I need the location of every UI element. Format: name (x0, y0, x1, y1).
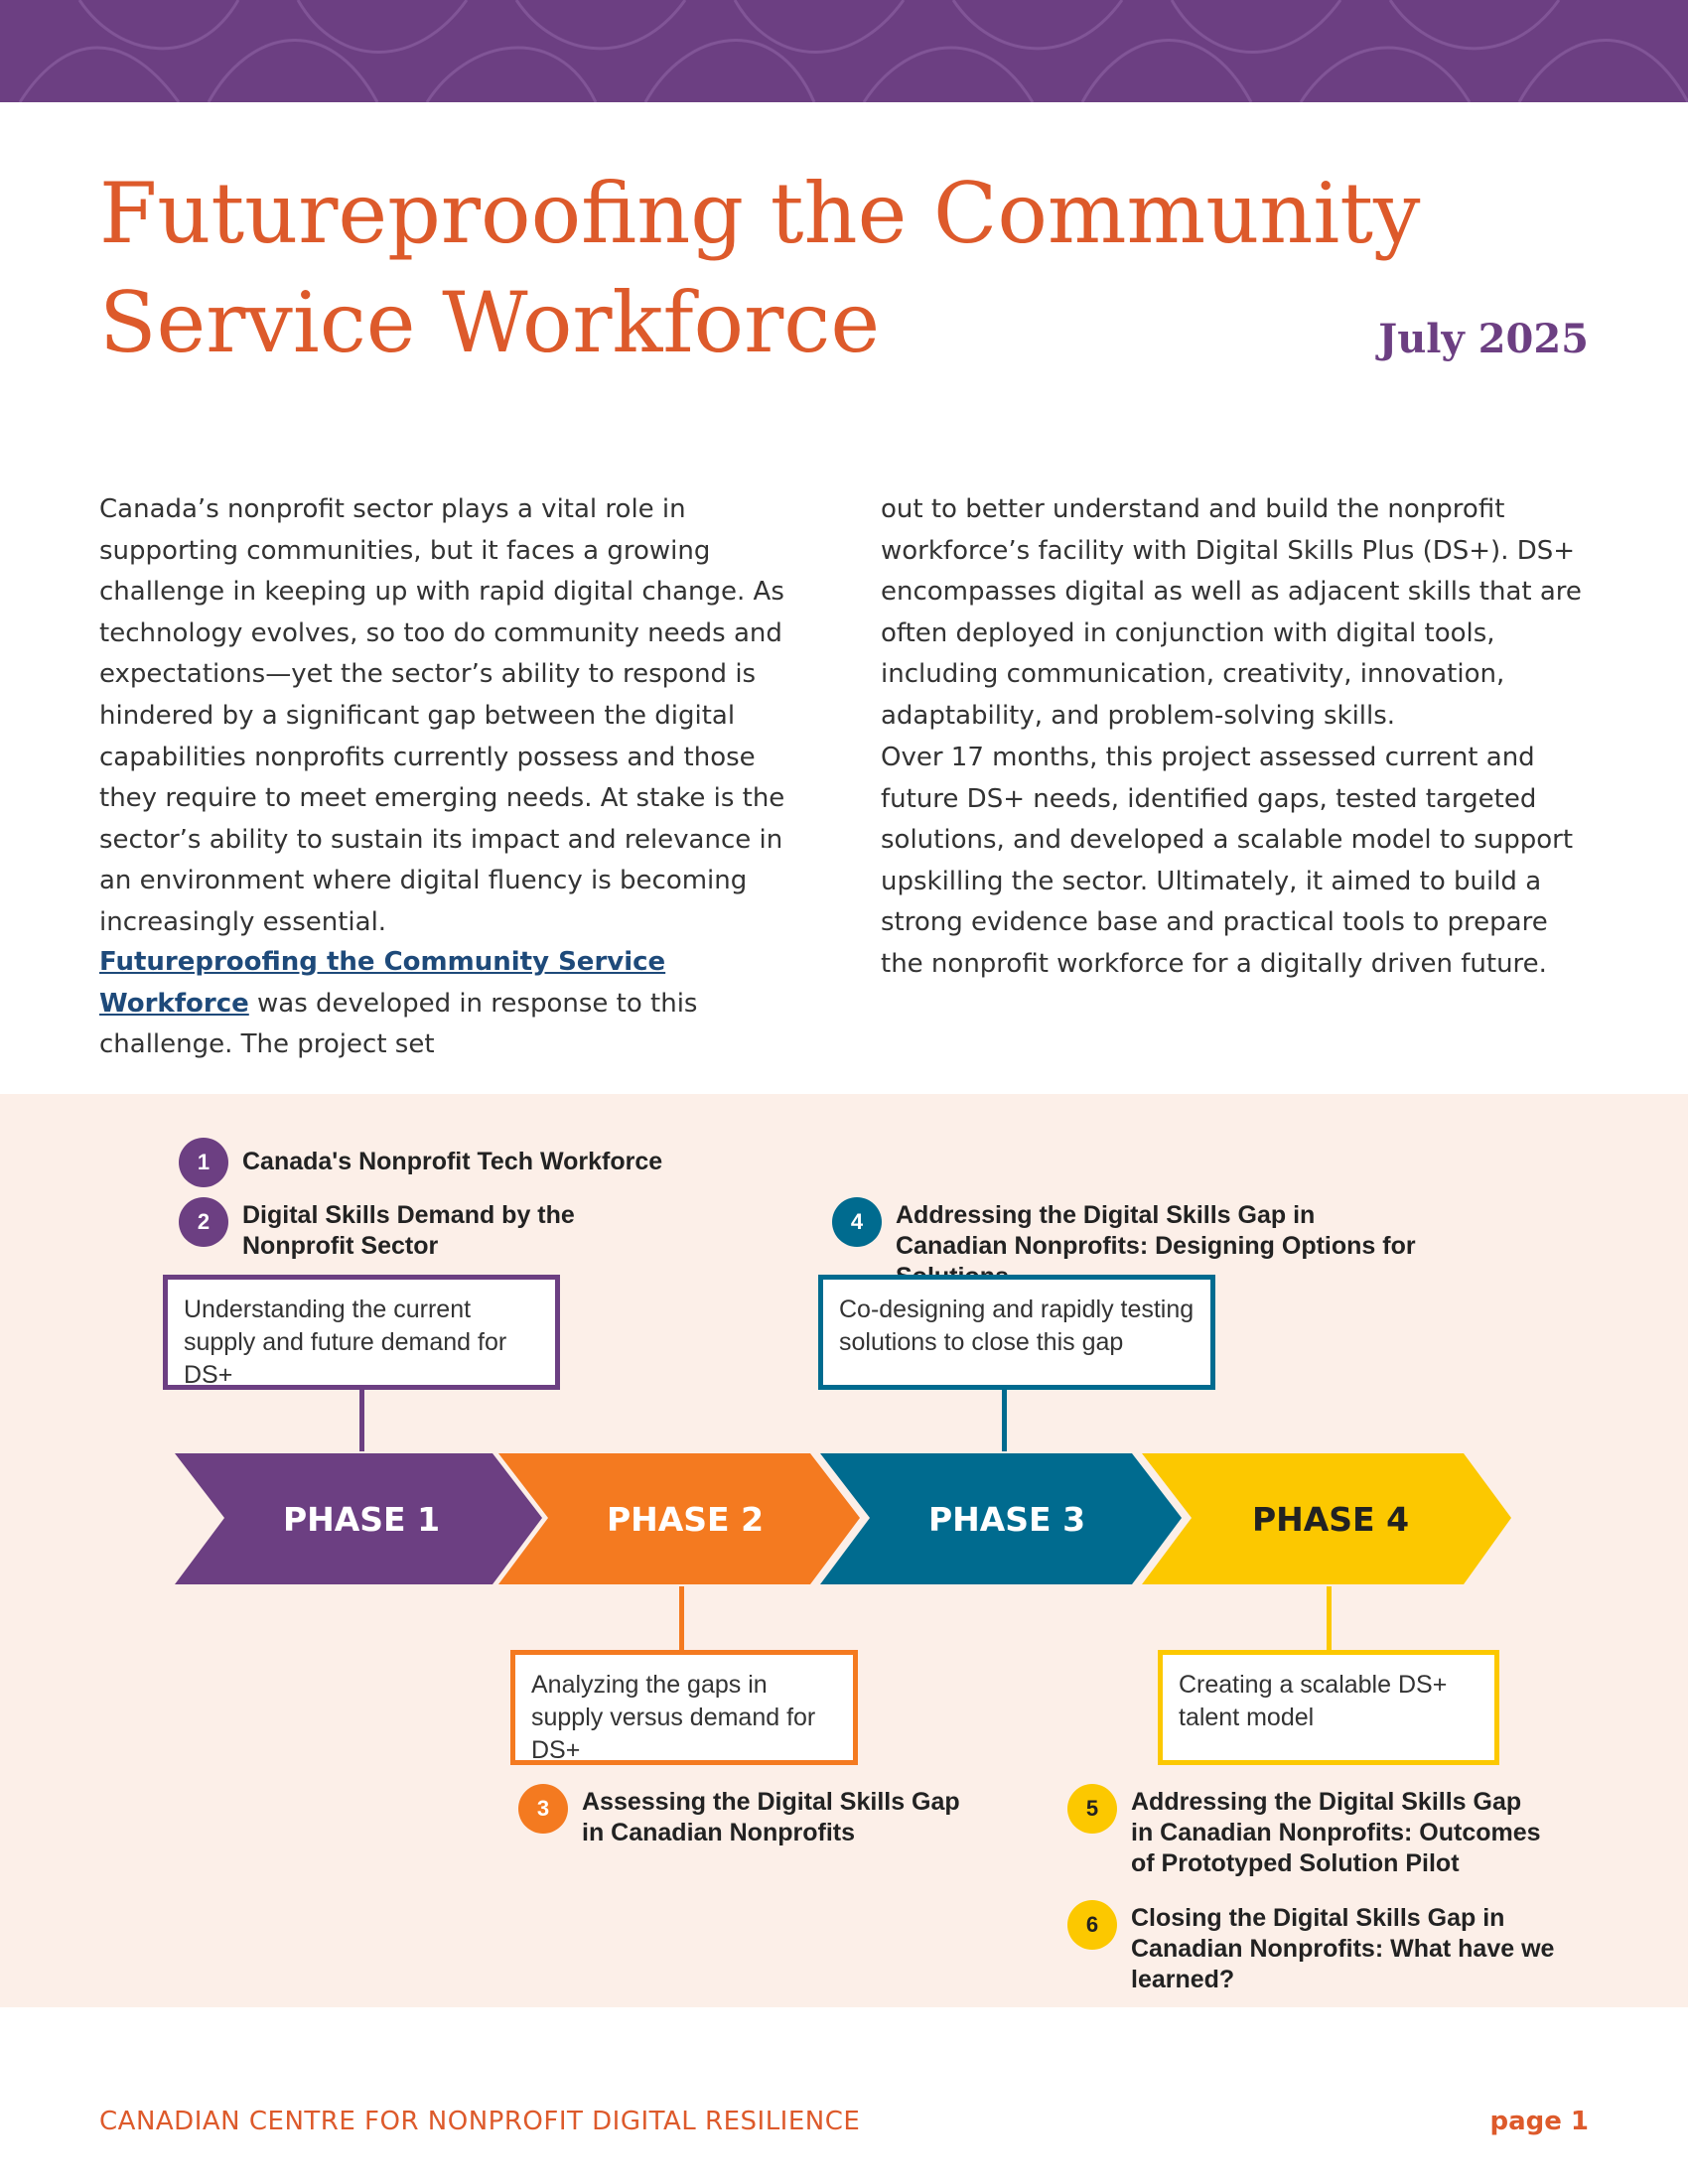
intro-paragraph-3: out to better understand and build the nonprofit workforce’s facility with Digital Skills Plus (DS+). DS+ encompasses digital as well as adjacent skills that are often deployed in conjunction with digital tools, including communication, creativity, innovation, adaptability, and problem-solving skills. (881, 494, 1582, 731)
intro-paragraph-2 (99, 942, 814, 1066)
publication-title-3: Assessing the Digital Skills Gap in Canadian Nonprofits (582, 1788, 960, 1846)
publication-number-4: 4 (832, 1197, 882, 1247)
publication-title-5: Addressing the Digital Skills Gap in Canadian Nonprofits: Outcomes of Prototyped Solution Pilot (1131, 1788, 1541, 1877)
phase-4-label: PHASE 4 (1251, 1500, 1410, 1539)
publication-title-6: Closing the Digital Skills Gap in Canadian Nonprofits: What have we learned? (1131, 1904, 1555, 1993)
intro-paragraph-2-rest: was developed in response to this challenge. The project set (99, 988, 698, 1060)
header-banner (0, 0, 1688, 102)
footer-organization: CANADIAN CENTRE FOR NONPROFIT DIGITAL RESILIENCE (99, 2107, 861, 2136)
phase-1-connector (359, 1390, 364, 1451)
publication-number-1: 1 (179, 1138, 228, 1187)
phase-3-connector (1002, 1390, 1007, 1451)
phase-3-label: PHASE 3 (927, 1500, 1086, 1539)
publication-title-2: Digital Skills Demand by the Nonprofit Sector (242, 1201, 575, 1260)
phase-1-description: Understanding the current supply and future demand for DS+ (163, 1275, 560, 1390)
phase-1-label: PHASE 1 (282, 1500, 441, 1539)
phase-4-description: Creating a scalable DS+ talent model (1158, 1650, 1499, 1765)
publication-2 (179, 1197, 616, 1262)
publication-number-5: 5 (1067, 1784, 1117, 1834)
phase-chevrons (0, 1449, 1688, 1588)
phase-2-description: Analyzing the gaps in supply versus demand for DS+ (510, 1650, 858, 1765)
phase-2-connector (679, 1586, 684, 1652)
publication-number-6: 6 (1067, 1900, 1117, 1950)
project-link[interactable]: Futureproofing the Community Service Workforce (99, 947, 666, 1019)
phase-2-label: PHASE 2 (606, 1500, 765, 1539)
page-title (99, 159, 1470, 377)
publication-3 (518, 1784, 995, 1848)
footer-page-number: page 1 (1489, 2107, 1589, 2136)
title-line-2: Service Workforce (99, 274, 881, 371)
publication-date: July 2025 (1378, 316, 1589, 362)
publication-6 (1067, 1900, 1623, 1995)
publication-number-2: 2 (179, 1197, 228, 1247)
leaf-pattern-decoration (0, 0, 1688, 102)
publication-title-4: Addressing the Digital Skills Gap in Canadian Nonprofits: Designing Options for (896, 1201, 1416, 1260)
publication-number-3: 3 (518, 1784, 568, 1834)
phase-4-connector (1327, 1586, 1332, 1652)
publication-title-1: Canada's Nonprofit Tech Workforce (242, 1148, 663, 1175)
publication-1 (179, 1138, 695, 1187)
phase-3-description: Co-designing and rapidly testing solutions to close this gap (818, 1275, 1215, 1390)
intro-paragraph-4: Over 17 months, this project assessed current and future DS+ needs, identified gaps, tested targeted solutions, and developed a scalable model to support upskilling the sector. Ultimately, it aimed to build a strong evidence base and practical tools to prepare the nonprofit workforce for a digitally driven future. (881, 743, 1574, 979)
title-line-1: Futureproofing the Community (99, 165, 1421, 262)
intro-paragraph-1: Canada’s nonprofit sector plays a vital role in supporting communities, but it faces a growing challenge in keeping up with rapid digital change. As technology evolves, so too do community needs and expectations—yet the sector’s ability to respond is hindered by a significant gap between the digital capabilities nonprofits currently possess and those they require to meet emerging needs. At stake is the sector’s ability to sustain its impact and relevance in an environment where digital fluency is becoming increasingly essential. (99, 494, 785, 937)
publication-5 (1067, 1784, 1604, 1879)
